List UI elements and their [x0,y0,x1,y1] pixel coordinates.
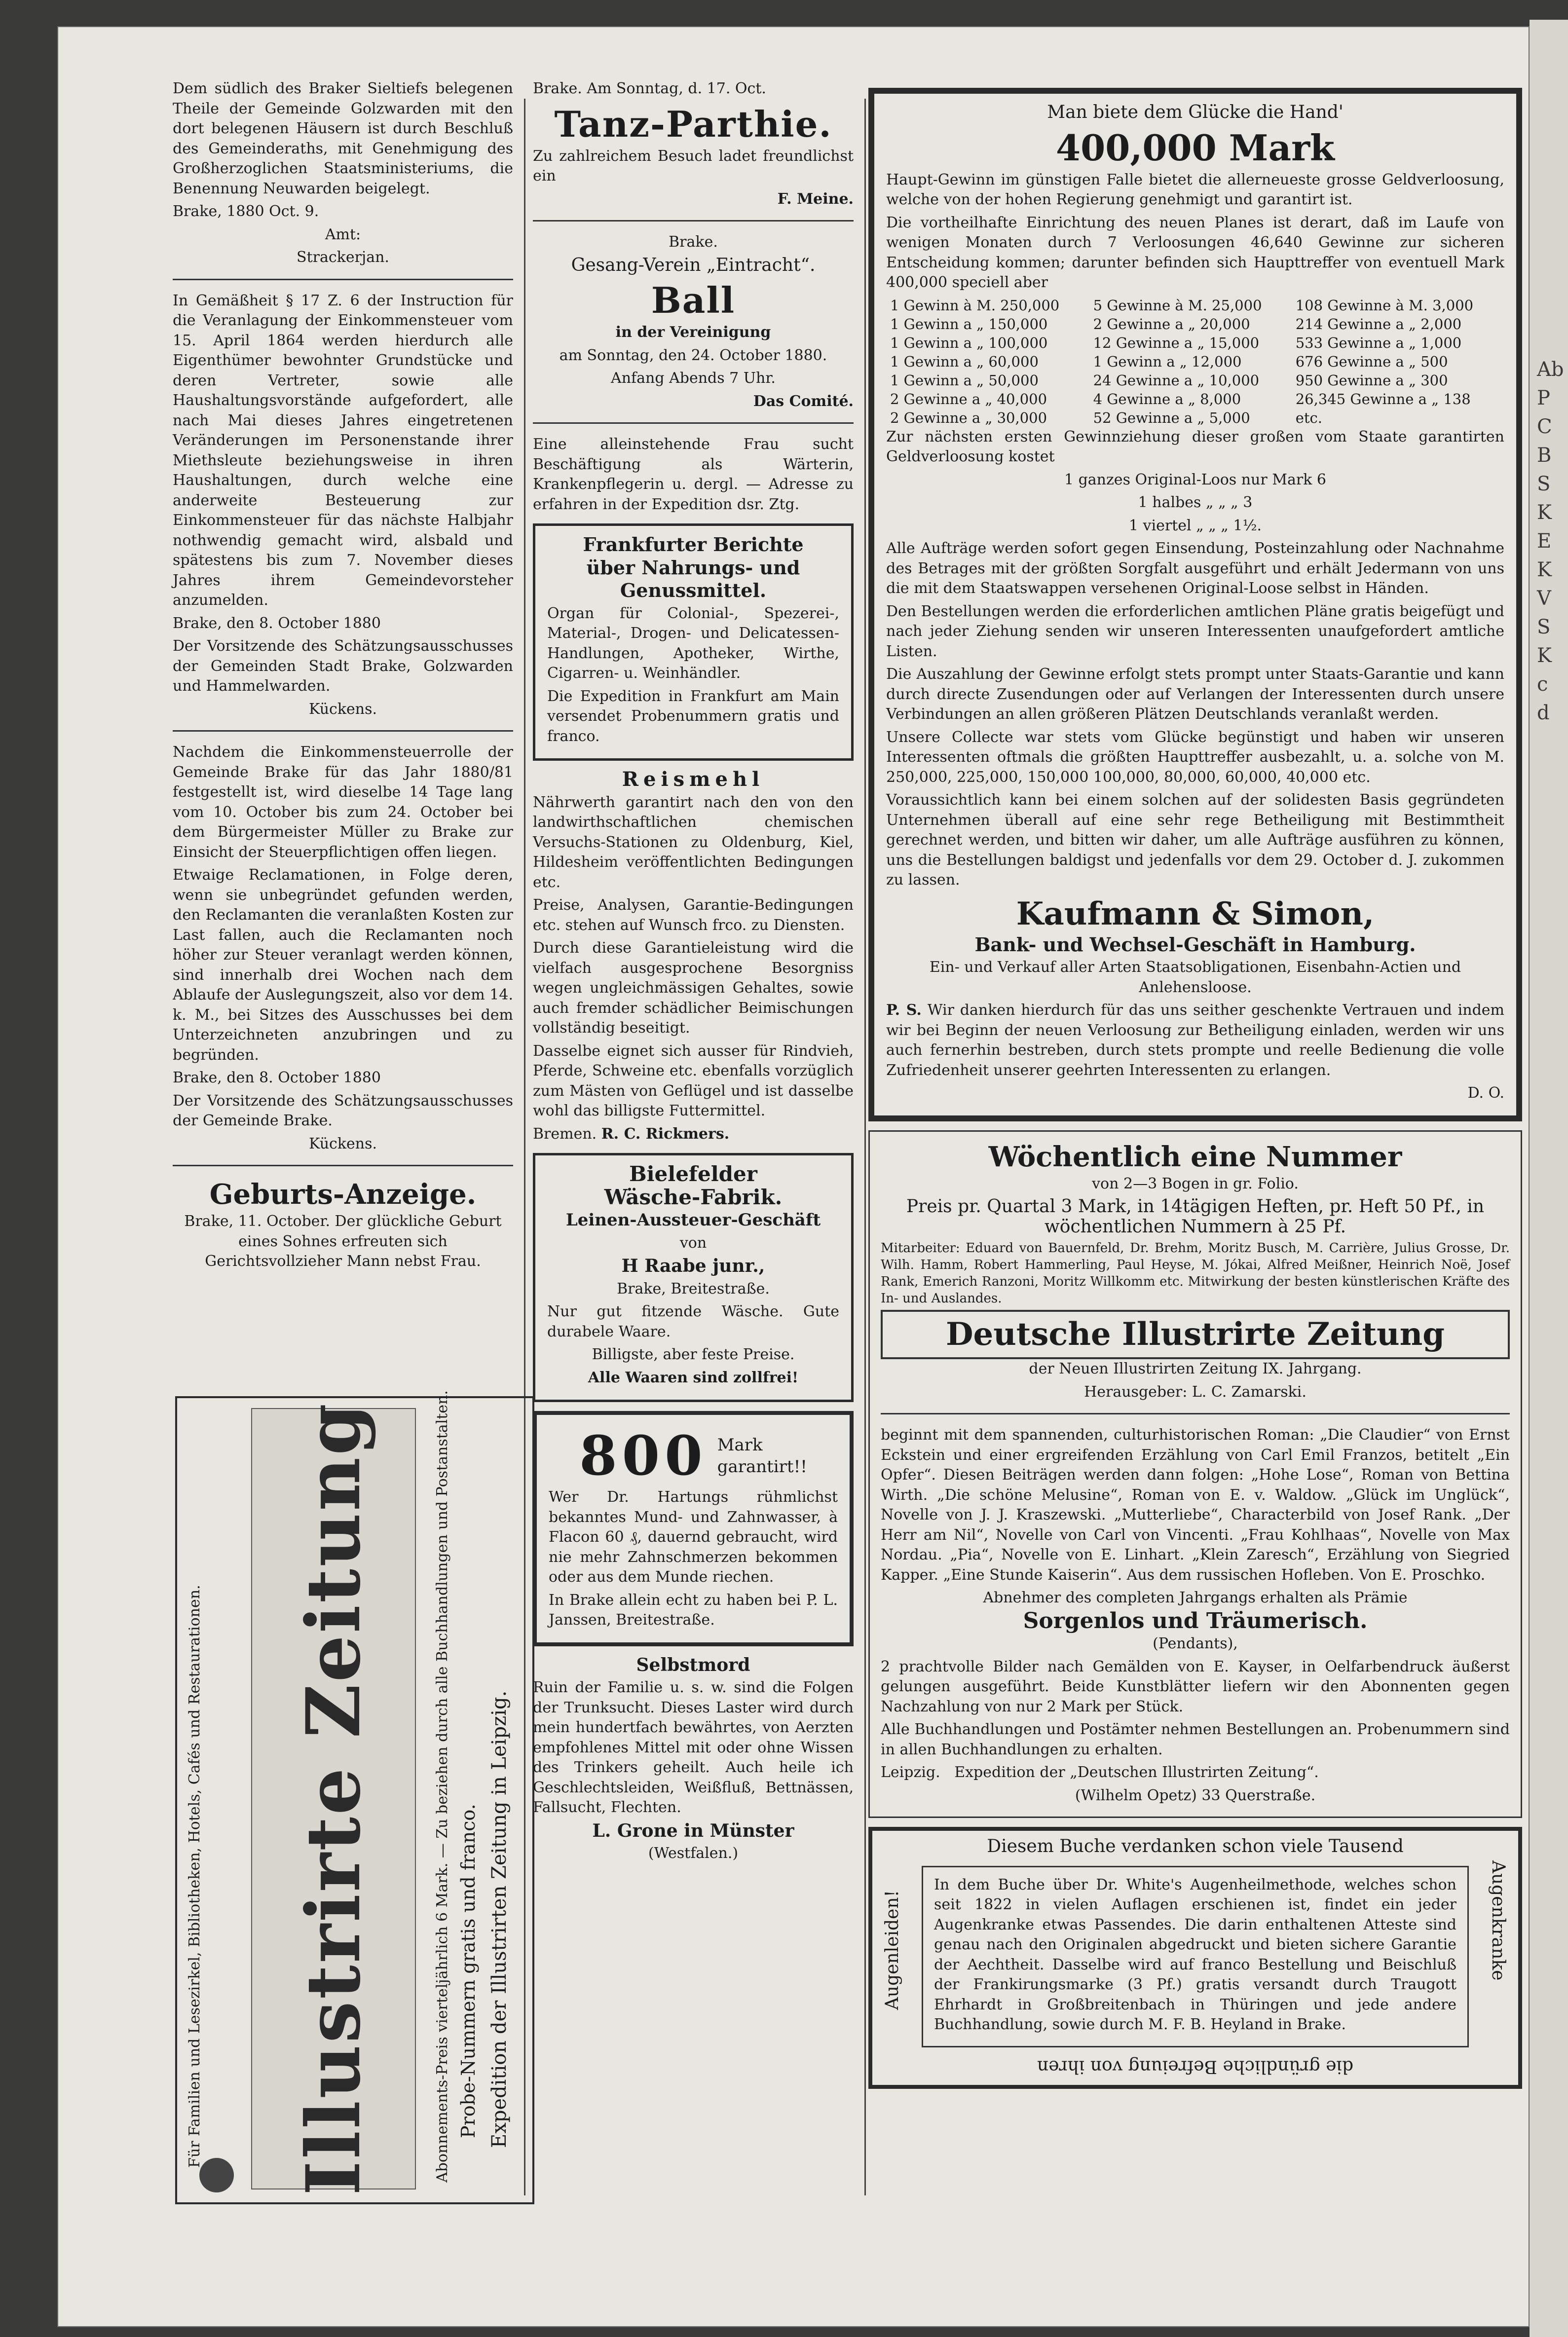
prize-cell: 1 Gewinn a „ 150,000 [890,315,1048,333]
prize-cell: 26,345 Gewinne a „ 138 [1295,390,1471,408]
column-rule [864,99,866,2195]
prize-row [886,390,1504,408]
prize-cell: 4 Gewinne a „ 8,000 [1093,390,1241,408]
illustrirte-zeitung-ad [175,1390,534,2204]
prize-row [886,315,1504,334]
prize-cell: 2 Gewinne a „ 40,000 [890,390,1047,408]
ad-vertical-text-3: Probe-Nummern gratis und franco. [457,1804,479,2138]
prize-cell: 24 Gewinne a „ 10,000 [1093,371,1260,389]
prize-cell: 1 Gewinn a „ 60,000 [890,353,1039,370]
column-3 [868,79,1522,2098]
ad-selbstmord: Selbstmord Ruin der Familie u. s. w. sind die Folgen der Trunksucht. Dieses Laster wird durch mein hundertfach bewährtes, von Aerzten empfohlenes Mittel mit oder ohne Wissen des Trinkers geheilt. Auch heile ich Geschlechtsleiden, Weißfluß, Bettnässen, Fallsucht, Flechten. L. Grone in Münster (Westfalen.) [533,1654,854,1862]
prize-row [886,352,1504,371]
prize-cell: 52 Gewinne a „ 5,000 [1093,409,1250,426]
ad-augenheilmethode: Diesem Buche verdanken schon viele Tausend Augenleiden! Augenkranke In dem Buche über Dr. White's Augenheilmethode, welches schon seit 1822 in vielen Auflagen erschienen ist, findet ein jeder Augenkranke etwas Passendes. Die darin enthaltenen Atteste sind genau nach den Originalen abgedruckt und bieten sichere Garantie der Aechtheit. Dasselbe wird auf franco Bestellung und Beischluß der Frankirungsmarke (3 Pf.) gratis versandt durch Traugott Ehrhardt in Großbreitenbach in Thüringen und jede andere Buchhandlung, sowie durch M. F. B. Heyland in Brake. die gründliche Befreiung von ihren [868,1827,1522,2089]
column-2 [533,79,854,1867]
ball-title: Ball [651,279,736,321]
divider [533,422,854,424]
masthead-logo: Illustrirte Zeitung [251,1408,416,2189]
column-1 [173,79,513,1275]
ad-ball: Brake. Gesang-Verein „Eintracht“. Ball in der Vereinigung am Sonntag, den 24. October 1880. Anfang Abends 7 Uhr. Das Comité. [533,232,854,411]
ad-lottery: Man biete dem Glücke die Hand' 400,000 Mark Haupt-Gewinn im günstigen Falle bietet die allerneueste grosse Geldverloosung, welche von der hohen Regierung genehmigt und garantirt ist. Die vortheilhafte Einrichtung des neuen Planes ist derart, daß im Laufe von wenigen Monaten durch 7 Verloosungen 46,640 Gewinne zur sicheren Entscheidung kommen; darunter befinden sich Haupttreffer von eventuell Mark 400,000 speciell aber 1 Gewinn à M. 250,000 5 Gewinne à M. 25,000 108 Gewinne à M. 3,000 1 Gewinn a „ 150,000 2 Gewinne a „ 20,000 214 Gewinne a „ 2,000 1 Gewinn a „ 100,000 12 Gewinne a „ 15,000 533 Gewinne a „ 1,000 1 Gewinn a „ 60,000 1 Gewinn a „ 12,000 676 Gewinne a „ 500 1 Gewinn a „ 50,000 24 Gewinne a „ 10,000 950 Gewinne a „ 300 2 Gewinne a „ 40,000 4 Gewinne a „ 8,000 26,345 Gewinne a „ 138 2 Gewinne a „ 30,000 52 Gewinne a „ 5,000 etc. Zur nächsten ersten Gewinnziehung dieser großen vom Staate garantirten Geldverloosung kostet 1 ganzes Original-Loos nur Mark 6 1 halbes „ „ „ 3 1 viertel „ „ „ 1½. Alle Aufträge werden sofort gegen Einsendung, Posteinzahlung oder Nachnahme des Betrages mit der größten Sorgfalt ausgeführt und erhält Jedermann von uns die mit dem Staatswappen versehenen Original-Loose selbst in Händen. Den Bestellungen werden die erforderlichen amtlichen Pläne gratis beigefügt und nach jeder Ziehung senden wir unseren Interessenten unaufgefordert amtliche Listen. Die Auszahlung der Gewinne erfolgt stets prompt unter Staats-Garantie und kann durch directe Zusendungen oder auf Verlangen der Interessenten durch unsere Verbindungen an allen größeren Plätzen Deutschlands veranlaßt werden. Unsere Collecte war stets vom Glücke begünstigt und haben wir unseren Interessenten oftmals die größten Haupttreffer ausbezahlt, u. a. solche von M. 250,000, 225,000, 150,000 100,000, 80,000, 60,000, 40,000 etc. Voraussichtlich kann bei einem solchen auf der solidesten Basis gegründeten Unternehmen überall auf eine sehr rege Betheiligung mit Bestimmtheit gerechnet werden, und bitten wir daher, um alle Aufträge ausführen zu können, uns die Bestellungen baldigst und jedenfalls vor dem 29. October d. J. zukommen zu lassen. Kaufmann & Simon, Bank- und Wechsel-Geschäft in Hamburg. Ein- und Verkauf aller Arten Staatsobligationen, Eisenbahn-Actien und Anlehensloose. P. S. Wir danken hierdurch für das uns seither geschenkte Vertrauen und indem wir bei Beginn der neuen Verloosung zur Betheiligung einladen, werden wir uns auch fernerhin bestreben, durch stets prompte und reelle Bedienung die volle Zufriedenheit unserer geehrten Interessenten zu erlangen. D. O. [868,88,1522,1121]
prize-cell: 1 Gewinn a „ 12,000 [1093,353,1242,370]
divider [173,730,513,732]
prize-cell: etc. [1295,409,1322,426]
prize-cell: 1 Gewinn a „ 100,000 [890,334,1048,351]
ad-frankfurter-berichte: Frankfurter Berichte über Nahrungs- und Genussmittel. Organ für Colonial-, Spezerei-, Material-, Drogen- und Delicatessen-Handlungen, Apotheker, Wirthe, Cigarren- u. Weinhändler. Die Expedition in Frankfurt am Main versendet Probenummern gratis und franco. [533,523,854,761]
prize-cell: 676 Gewinne a „ 500 [1295,353,1448,370]
prize-cell: 950 Gewinne a „ 300 [1295,371,1448,389]
notice-steuerrolle: Nachdem die Einkommensteuerrolle der Gemeinde Brake für das Jahr 1880/81 festgestellt ist, wird dieselbe 14 Tage lang vom 10. October bis zum 24. October bei dem Bürgermeister Müller zu Brake zur Einsicht der Steuerpflichtigen offen liegen. Etwaige Reclamationen, in Folge deren, wenn sie unbegründet gefunden werden, den Reclamanten die veranlaßten Kosten zur Last fallen, auch die Reclamanten noch höher zur Steuer veranlagt werden können, sind innerhalb drei Wochen nach dem Ablaufe der Auslegungszeit, also vor dem 14. k. M., bei Sitzes des Ausschusses bei dem Unterzeichneten anzubringen und zu begründen. Brake, den 8. October 1880 Der Vorsitzende des Schätzungsausschusses der Gemeinde Brake. Kückens. [173,743,513,1152]
firm-name: Kaufmann & Simon, [1016,895,1375,932]
prize-row [886,371,1504,390]
augen-inner-box: In dem Buche über Dr. White's Augenheilmethode, welches schon seit 1822 in vielen Auflagen erschienen ist, findet ein jeder Augenkranke etwas Passendes. Die darin enthaltenen Atteste sind genau nach den Originalen abgedruckt und bieten sichere Garantie der Aechtheit. Dasselbe wird auf franco Bestellung und Beischluß der Frankirungsmarke (3 Pf.) gratis versandt durch Traugott Ehrhardt in Großbreitenbach in Thüringen und jede andere Buchhandlung, sowie durch M. F. B. Heyland in Brake. [922,1866,1469,2047]
prize-cell: 1 Gewinn à M. 250,000 [890,297,1060,314]
prize-cell: 2 Gewinne a „ 30,000 [890,409,1047,426]
divider [533,220,854,222]
next-page-fragment: Ab P C B S K E K V S K c d [1537,358,1564,724]
zeitung-title: Deutsche Illustrirte Zeitung [881,1310,1510,1359]
divider [881,1413,1510,1414]
ad-woman-work: Eine alleinstehende Frau sucht Beschäftigung als Wärterin, Krankenpflegerin u. dergl. — Adresse zu erfahren in der Expedition dsr. Ztg. [533,436,854,513]
birth-announcement: Geburts-Anzeige. Brake, 11. October. Der glückliche Geburt eines Sohnes erfreuten sich Gerichtsvollzieher Mann nebst Frau. [173,1177,513,1272]
prize-cell: 12 Gewinne a „ 15,000 [1093,334,1260,351]
ad-waesche-fabrik: Bielefelder Wäsche-Fabrik. Leinen-Aussteuer-Geschäft von H Raabe junr., Brake, Breitestraße. Nur gut fitzende Wäsche. Gute durabele Waare. Billigste, aber feste Preise. Alle Waaren sind zollfrei! [533,1153,854,1402]
prize-row [886,334,1504,352]
prize-row [886,296,1504,315]
augen-right-text: Augenkranke [1488,1860,1508,1981]
notice-neuwarden: Dem südlich des Braker Sieltiefs belegenen Theile der Gemeinde Golzwarden mit den dort belegenen Häusern ist durch Beschluß des Gemeinderaths, mit Genehmigung des Großherzoglichen Staatsministeriums, die Benennung Neuwarden beigelegt. Brake, 1880 Oct. 9. Amt: Strackerjan. [173,80,513,266]
ad-vertical-text-1: Für Familien und Lesezirkel, Bibliotheken, Hotels, Cafés und Restaurationen. [186,1585,203,2168]
tanz-title: Tanz-Parthie. [554,103,832,145]
prize-row [886,408,1504,427]
eagle-emblem-icon [199,2158,234,2192]
ad-800-mark: 800 Mark garantirt!! Wer Dr. Hartungs rühmlichst bekanntes Mund- und Zahnwasser, à Flacon 60 ₰, dauernd gebraucht, wird nie mehr Zahnschmerzen bekommen oder aus dem Munde riechen. In Brake allein echt zu haben bei P. L. Janssen, Breitestraße. [533,1411,854,1646]
ad-vertical-text-4: Expedition der Illustrirten Zeitung in Leipzig. [488,1690,511,2148]
augen-left-text: Augenleiden! [882,1890,902,2010]
prize-cell: 1 Gewinn a „ 50,000 [890,371,1039,389]
notice-einkommensteuer: In Gemäßheit § 17 Z. 6 der Instruction für die Veranlagung der Einkommensteuer vom 15. April 1864 werden hierdurch alle Eigenthümer bewohnter Grundstücke und deren Vertreter, sowie alle Haushaltungsvorstände aufgefordert, alle nach Mai dieses Jahres eingetretenen Veränderungen im Personenstande ihrer Miethsleute beziehungsweise in ihren Haushaltungen, durch welche eine anderweite Besteuerung zur Einkommensteuer für das nächste Halbjahr nothwendig gemacht wird, alsbald und spätestens bis zum 7. November dieses Jahres ihrem Gemeindevorsteher anzumelden. Brake, den 8. October 1880 Der Vorsitzende des Schätzungsausschusses der Gemeinden Stadt Brake, Golzwarden und Hammelwarden. Kückens. [173,292,513,718]
birth-title: Geburts-Anzeige. [209,1178,477,1211]
prize-table [886,296,1504,427]
divider [173,1165,513,1166]
prize-cell: 214 Gewinne a „ 2,000 [1295,315,1462,333]
divider [173,279,513,280]
lottery-amount: 400,000 Mark [1056,126,1335,169]
prize-cell: 5 Gewinne à M. 25,000 [1093,297,1262,314]
prize-cell: 108 Gewinne à M. 3,000 [1295,297,1474,314]
ad-tanz-parthie: Brake. Am Sonntag, d. 17. Oct. Tanz-Parthie. Zu zahlreichem Besuch ladet freundlichst ein F. Meine. [533,80,854,208]
prize-cell: 533 Gewinne a „ 1,000 [1295,334,1462,351]
ad-reismehl: Reismehl Nährwerth garantirt nach den von den landwirthschaftlichen chemischen Versuchs-Stationen zu Oldenburg, Kiel, Hildesheim veröffentlichten Bedingungen etc. Preise, Analysen, Garantie-Bedingungen etc. stehen auf Wunsch frco. zu Diensten. Durch diese Garantieleistung wird die vielfach ausgesprochene Besorgniss wegen ungleichmässigen Gehaltes, sowie auch fremder schädlicher Beimischungen vollständig beseitigt. Dasselbe eignet sich ausser für Rindvieh, Pferde, Schweine etc. ebenfalls vorzüglich zum Mästen von Geflügel und ist dasselbe wohl das billigste Futtermittel. Bremen. R. C. Rickmers. [533,768,854,1143]
ad-vertical-text-2: Abonnements-Preis vierteljährlich 6 Mark. — Zu beziehen durch alle Buchhandlungen und Postanstalten. [434,1390,451,2183]
prize-cell: 2 Gewinne a „ 20,000 [1093,315,1250,333]
ad-illustrirte-zeitung: Wöchentlich eine Nummer von 2—3 Bogen in gr. Folio. Preis pr. Quartal 3 Mark, in 14tägigen Heften, pr. Heft 50 Pf., in wöchentlichen Nummern à 25 Pf. Mitarbeiter: Eduard von Bauernfeld, Dr. Brehm, Moritz Busch, M. Carrière, Julius Grosse, Dr. Wilh. Hamm, Robert Hammerling, Paul Heyse, M. Jókai, Alfred Meißner, Heinrich Noë, Josef Rank, Emerich Ranzoni, Moritz Willkomm etc. Mitwirkung der besten künstlerischen Kräfte des In- und Auslandes. Deutsche Illustrirte Zeitung der Neuen Illustrirten Zeitung IX. Jahrgang. Herausgeber: L. C. Zamarski. beginnt mit dem spannenden, culturhistorischen Roman: „Die Claudier“ von Ernst Eckstein und einer ergreifenden Erzählung von Carl Emil Franzos, betitelt „Ein Opfer“. Diesen Beiträgen werden dann folgen: „Hohe Lose“, Roman von Bettina Wirth. „Die schöne Melusine“, Roman von E. v. Waldow. „Glück im Unglück“, Novelle von J. J. Kraszewski. „Mutterliebe“, Characterbild von Josef Rank. „Der Herr am Nil“, Novelle von Carl von Vincenti. „Frau Kohlhaas“, Novelle von Max Nordau. „Pia“, Novelle von E. Linhart. „Klein Zaresch“, Erzählung von Siegried Kapper. „Eine Stunde Kaiserin“. Aus dem russischen Hofleben. Von E. Proschko. Abnehmer des completen Jahrgangs erhalten als Prämie Sorgenlos und Träumerisch. (Pendants), 2 prachtvolle Bilder nach Gemälden von E. Kayser, in Oelfarbendruck äußerst gelungen ausgeführt. Beide Kunstblätter liefern wir den Abonnenten gegen Nachzahlung von nur 2 Mark per Stück. Alle Buchhandlungen und Postämter nehmen Bestellungen an. Probenummern sind in allen Buchhandlungen zu erhalten. Leipzig. Expedition der „Deutschen Illustrirten Zeitung“. (Wilhelm Opetz) 33 Querstraße. [868,1130,1522,1818]
